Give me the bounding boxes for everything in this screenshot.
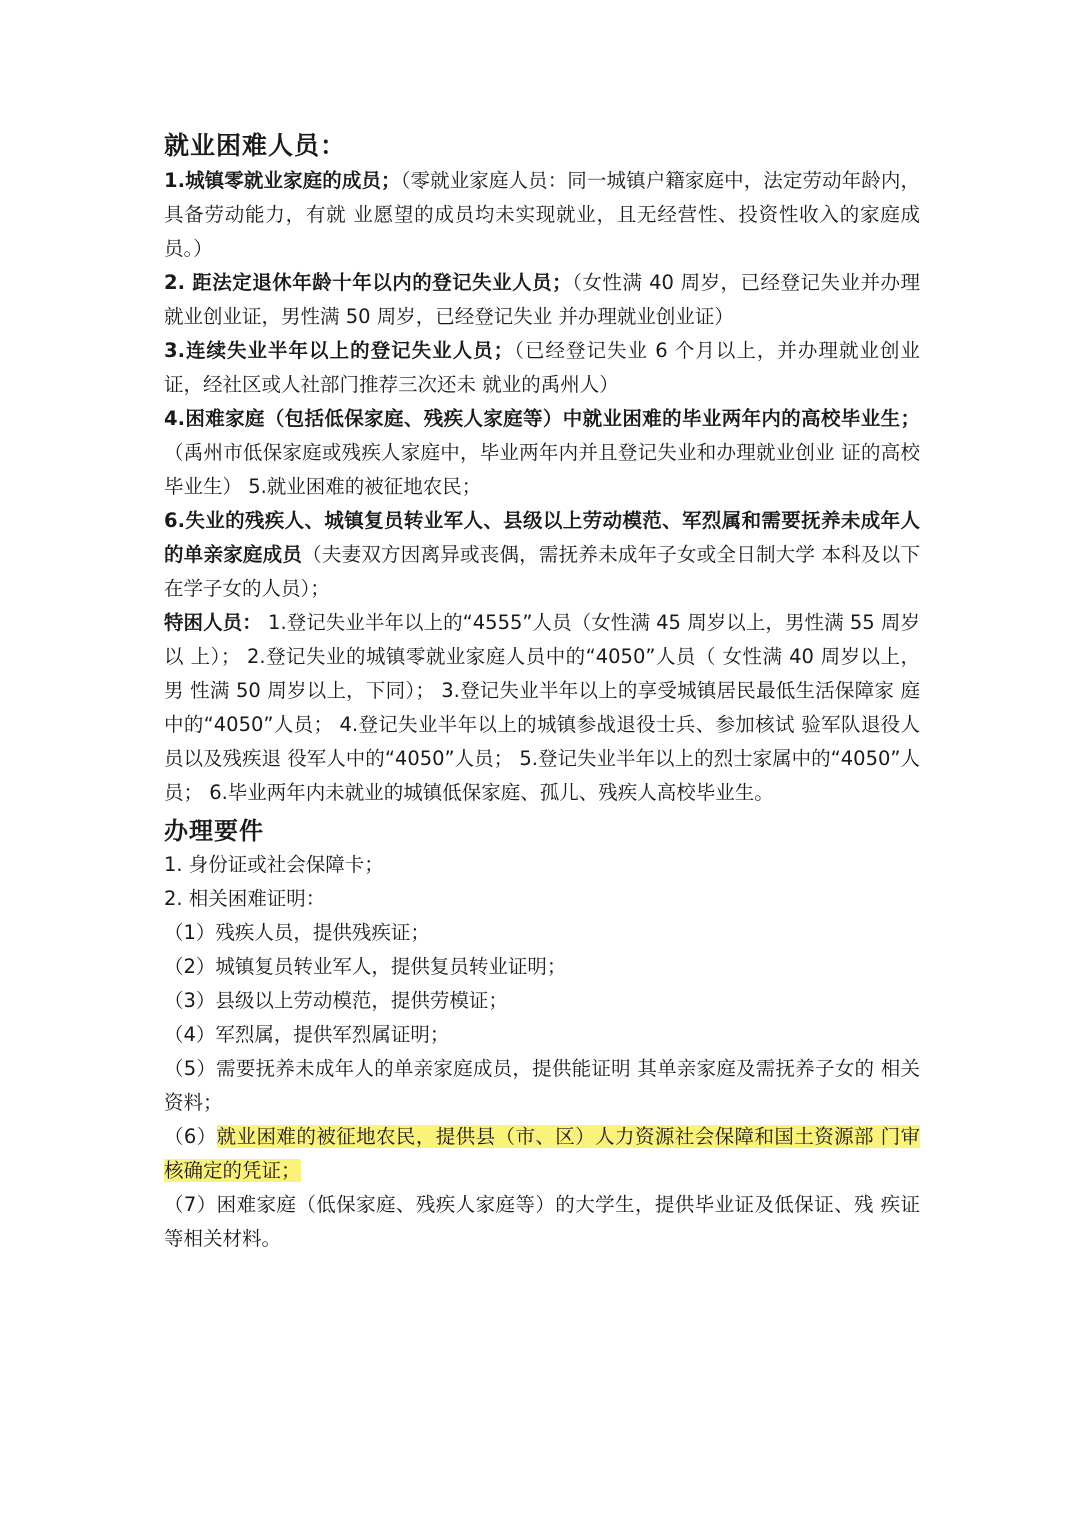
paragraph-1-label: 1.城镇零就业家庭的成员； [164,169,401,192]
paragraph-6 [164,504,920,606]
paragraph-special-label: 特困人员： [164,611,262,634]
paragraph-6-text: （夫妻双方因离异或丧偶，需抚养未成年子女或全日制大学 本科及以下在学子女的人员）； [164,543,920,600]
sub-item-6 [164,1120,920,1188]
paragraph-special [164,606,920,810]
sub-item-4: （4）军烈属，提供军烈属证明； [164,1023,450,1046]
sub-item-6-highlighted-text: 就业困难的被征地农民，提供县（市、区）人力资源社会保障和国土资源部 门审核确定的凭证； [164,1125,920,1182]
paragraph-3-text: （已经登记失业 6 个月以上，并办理就业创业证，经社区或人社部门推荐三次还未 就业的禹州人） [164,339,920,396]
paragraph-2-label: 2. 距法定退休年龄十年以内的登记失业人员； [164,271,572,294]
paragraph-3-label: 3.连续失业半年以上的登记失业人员； [164,339,514,362]
paragraph-6-label: 6.失业的残疾人、城镇复员转业军人、县级以上劳动模范、军烈属和需要抚养未成年人的单亲家庭成员 [164,509,920,566]
paragraph-2-text: （女性满 40 周岁，已经登记失业并办理就业创业证，男性满 50 周岁，已经登记失业 并办理就业创业证） [164,271,921,328]
sub-item-7: （7）困难家庭（低保家庭、残疾人家庭等）的大学生，提供毕业证及低保证、残 疾证等相关材料。 [164,1193,920,1250]
list-item-id-card: 1. 身份证或社会保障卡； [164,853,384,876]
sub-item-6-prefix: （6） [164,1125,217,1148]
section-title-difficult-employment: 就业困难人员： [164,131,347,160]
sub-item-5: （5）需要抚养未成年人的单亲家庭成员，提供能证明 其单亲家庭及需抚养子女的 相关资料； [164,1057,920,1114]
list-item-hardship-proof: 2. 相关困难证明： [164,887,326,910]
sub-item-2: （2）城镇复员转业军人，提供复员转业证明； [164,955,567,978]
paragraph-3 [164,334,920,402]
sub-item-1: （1）残疾人员，提供残疾证； [164,921,430,944]
paragraph-4-text: （禹州市低保家庭或残疾人家庭中，毕业两年内并且登记失业和办理就业创业 证的高校毕业生） 5.就业困难的被征地农民； [164,441,920,498]
section-title-required-documents: 办理要件 [164,817,264,845]
paragraph-2 [164,266,920,334]
paragraph-1-text: （零就业家庭人员：同一城镇户籍家庭中，法定劳动年龄内，具备劳动能力，有就 业愿望的成员均未实现就业，且无经营性、投资性收入的家庭成员。） [164,169,920,260]
paragraph-special-text: 1.登记失业半年以上的“4555”人员（女性满 45 周岁以上，男性满 55 周岁以 上）； 2.登记失业的城镇零就业家庭人员中的“4050”人员（ 女性满 40 周岁以上，男 性满 50 周岁以上，下同）； 3.登记失业半年以上的享受城镇居民最低生活保障家 庭中的“4050”人员； 4.登记失业半年以上的城镇参战退役士兵、参加核试 验军队退役人员以及残疾退 役军人中的“4050”人员； 5.登记失业半年以上的烈士家属中的“4050”人员； 6.毕业两年内未就业的城镇低保家庭、孤儿、残疾人高校毕业生。 [164,611,920,804]
paragraph-1 [164,164,920,266]
paragraph-4 [164,402,920,504]
paragraph-4-label: 4.困难家庭（包括低保家庭、残疾人家庭等）中就业困难的毕业两年内的高校毕业生； [164,407,920,430]
sub-item-3: （3）县级以上劳动模范，提供劳模证； [164,989,508,1012]
